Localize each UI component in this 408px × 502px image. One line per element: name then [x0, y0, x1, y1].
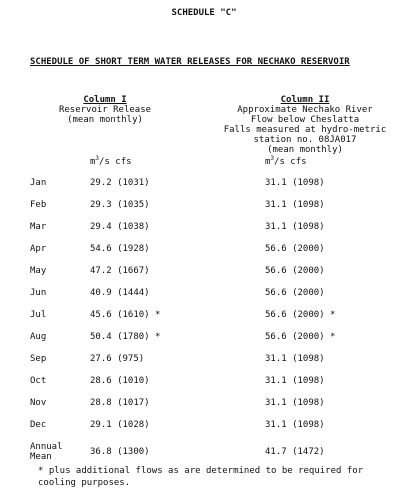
- month-label: Apr: [30, 244, 47, 254]
- column-2-line: station no. 08JA017: [253, 135, 357, 145]
- month-label: Jan: [30, 178, 47, 188]
- footnote: [38, 465, 363, 489]
- reservoir-release-value: 29.2 (1031): [90, 178, 150, 188]
- reservoir-release-value: 27.6 (975): [90, 354, 145, 364]
- river-flow-value: 31.1 (1098): [265, 200, 325, 210]
- reservoir-release-value: 54.6 (1928): [90, 244, 150, 254]
- reservoir-release-value: 40.9 (1444): [90, 288, 150, 298]
- column-2-line: Approximate Nechako River: [237, 105, 373, 115]
- column-2-line: (mean monthly): [267, 145, 343, 155]
- month-label: Oct: [30, 376, 47, 386]
- column-2-line: Flow below Cheslatta: [250, 115, 360, 125]
- reservoir-release-value: 28.8 (1017): [90, 398, 150, 408]
- table-row: [0, 354, 408, 376]
- footnote-line: * plus additional flows as are determined to be required for: [38, 466, 364, 476]
- column-2-line: Falls measured at hydro-metric: [223, 125, 387, 135]
- river-flow-value: 31.1 (1098): [265, 354, 325, 364]
- month-label: Sep: [30, 354, 47, 364]
- table-row: [0, 398, 408, 420]
- river-flow-value: 31.1 (1098): [265, 398, 325, 408]
- table-row: [0, 310, 408, 332]
- reservoir-release-value: 50.4 (1780) *: [90, 332, 161, 342]
- table-row: [0, 376, 408, 398]
- document-title: SCHEDULE OF SHORT TERM WATER RELEASES FOR NECHAKO RESERVOIR: [30, 57, 350, 67]
- table-row: [0, 288, 408, 310]
- column-1-units: $m^3/s$ cfs: [90, 155, 132, 167]
- annual-mean-label: [30, 442, 63, 462]
- column-2-heading: Column II: [280, 95, 330, 105]
- river-flow-value: 31.1 (1098): [265, 178, 325, 188]
- table-row: [0, 200, 408, 222]
- column-1-heading: Column I: [83, 95, 127, 105]
- reservoir-release-value: 29.3 (1035): [90, 200, 150, 210]
- annual-reservoir-release-value: 36.8 (1300): [90, 447, 150, 457]
- river-flow-value: 31.1 (1098): [265, 420, 325, 430]
- reservoir-release-value: 29.4 (1038): [90, 222, 150, 232]
- annual-river-flow-value: 41.7 (1472): [265, 447, 325, 457]
- mean-label: Mean: [30, 452, 52, 462]
- river-flow-value: 56.6 (2000): [265, 288, 325, 298]
- river-flow-value: 56.6 (2000): [265, 244, 325, 254]
- month-label: Jun: [30, 288, 47, 298]
- release-table: [0, 178, 408, 472]
- month-label: May: [30, 266, 47, 276]
- schedule-label: SCHEDULE "C": [171, 8, 237, 18]
- reservoir-release-value: 47.2 (1667): [90, 266, 150, 276]
- table-row: [0, 178, 408, 200]
- table-row: [0, 222, 408, 244]
- column-1-header: [40, 95, 170, 125]
- table-row: [0, 332, 408, 354]
- column-1-line: Reservoir Release: [58, 105, 152, 115]
- month-label: Mar: [30, 222, 47, 232]
- river-flow-value: 31.1 (1098): [265, 222, 325, 232]
- month-label: Dec: [30, 420, 47, 430]
- reservoir-release-value: 29.1 (1028): [90, 420, 150, 430]
- month-label: Jul: [30, 310, 47, 320]
- river-flow-value: 56.6 (2000) *: [265, 310, 336, 320]
- table-row: [0, 266, 408, 288]
- table-row: [0, 244, 408, 266]
- month-label: Aug: [30, 332, 47, 342]
- river-flow-value: 56.6 (2000) *: [265, 332, 336, 342]
- column-2-units: $m^3/s$ cfs: [265, 155, 307, 167]
- footnote-line: cooling purposes.: [38, 478, 131, 488]
- annual-label: Annual: [30, 442, 63, 452]
- river-flow-value: 31.1 (1098): [265, 376, 325, 386]
- month-label: Feb: [30, 200, 47, 210]
- reservoir-release-value: 45.6 (1610) *: [90, 310, 161, 320]
- table-row: [0, 420, 408, 442]
- column-2-header: [215, 95, 395, 155]
- reservoir-release-value: 28.6 (1010): [90, 376, 150, 386]
- column-1-line: (mean monthly): [67, 115, 143, 125]
- month-label: Nov: [30, 398, 47, 408]
- river-flow-value: 56.6 (2000): [265, 266, 325, 276]
